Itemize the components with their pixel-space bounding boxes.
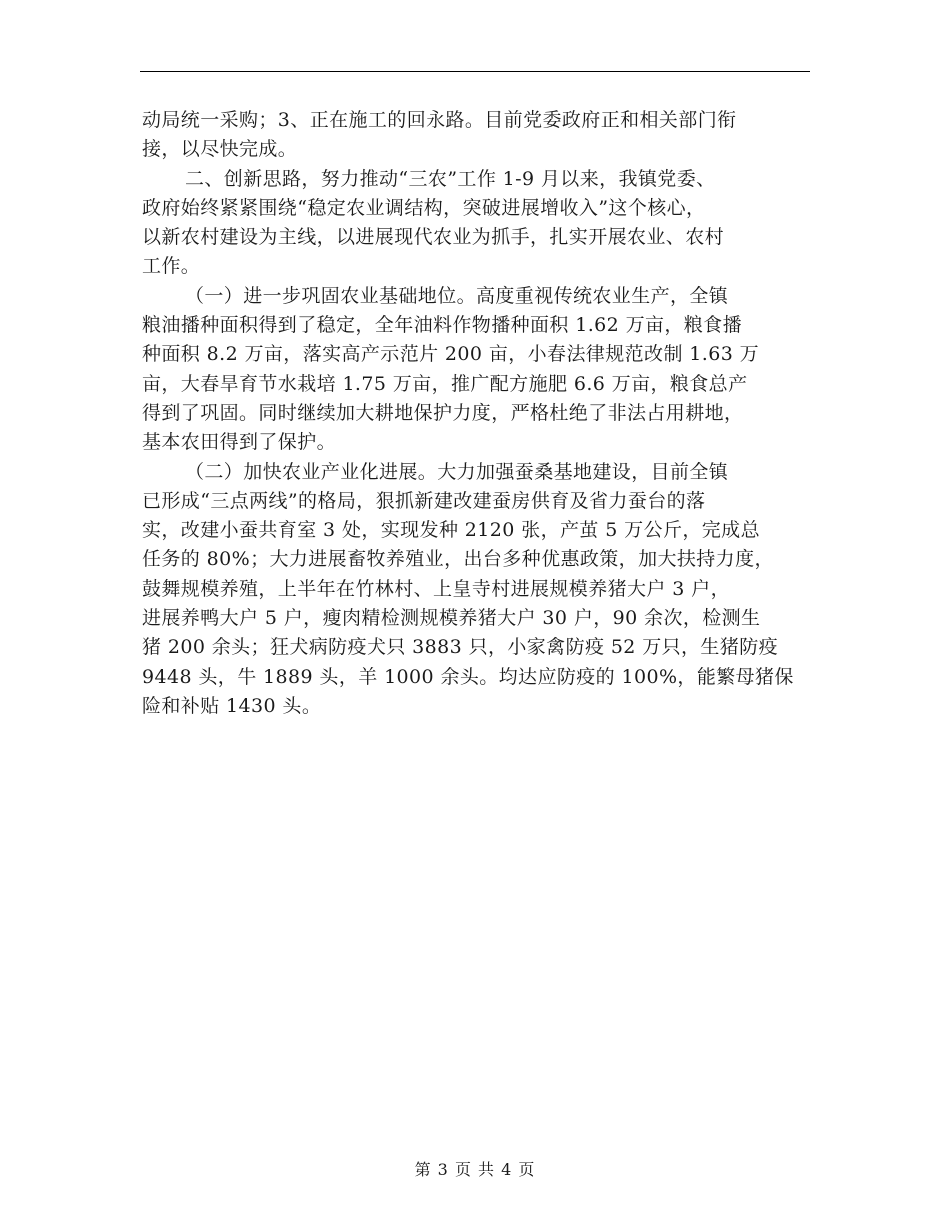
text-line: 政府始终紧紧围绕“稳定农业调结构，突破进展增收入”这个核心， — [142, 196, 706, 219]
text-line: 动局统一采购；3、正在施工的回永路。目前党委政府正和相关部门衔 — [142, 109, 737, 131]
text-line: 已形成“三点两线”的格局，狠抓新建改建蚕房供育及省力蚕台的落 — [142, 489, 706, 512]
page-number: 第 3 页 共 4 页 — [414, 1160, 536, 1179]
text-line: 基本农田得到了保护。 — [142, 431, 337, 454]
text-line: 得到了巩固。同时继续加大耕地保护力度，严格杜绝了非法占用耕地， — [142, 401, 744, 424]
text-line: 以新农村建设为主线，以进展现代农业为抓手，扎实开展农业、农村 — [142, 226, 725, 249]
text-line: 接，以尽快完成。 — [142, 138, 298, 161]
text-line: 进展养鸭大户 5 户，瘦肉精检测规模养猪大户 30 户，90 余次，检测生 — [142, 607, 761, 630]
paragraph-start-line: （二）加快农业产业化进展。大力加强蚕桑基地建设，目前全镇 — [185, 460, 729, 483]
text-line: 任务的 80%；大力进展畜牧养殖业，出台多种优惠政策，加大扶持力度， — [142, 548, 774, 571]
text-line: 种面积 8.2 万亩，落实高产示范片 200 亩，小春法律规范改制 1.63 万 — [142, 343, 760, 366]
text-line: 猪 200 余头；狂犬病防疫犬只 3883 只，小家禽防疫 52 万只，生猪防疫 — [142, 636, 779, 659]
header-rule — [140, 71, 810, 72]
text-line: 实，改建小蚕共育室 3 处，实现发种 2120 张，产茧 5 万公斤，完成总 — [142, 519, 760, 542]
document-body — [142, 106, 810, 721]
paragraph-start-line: 二、创新思路，努力推动“三农”工作 1-9 月以来，我镇党委、 — [185, 167, 716, 190]
text-line: 亩，大春旱育节水栽培 1.75 万亩，推广配方施肥 6.6 万亩，粮食总产 — [142, 372, 748, 395]
text-line: 工作。 — [142, 255, 201, 278]
paragraph-start-line: （一）进一步巩固农业基础地位。高度重视传统农业生产，全镇 — [185, 284, 729, 307]
text-line: 粮油播种面积得到了稳定，全年油料作物播种面积 1.62 万亩，粮食播 — [142, 314, 742, 337]
text-line: 鼓舞规模养殖，上半年在竹林村、上皇寺村进展规模养猪大户 3 户， — [142, 577, 730, 600]
text-line: 险和补贴 1430 头。 — [142, 694, 322, 717]
text-line: 9448 头，牛 1889 头，羊 1000 余头。均达应防疫的 100%，能繁母猪保 — [142, 665, 794, 688]
